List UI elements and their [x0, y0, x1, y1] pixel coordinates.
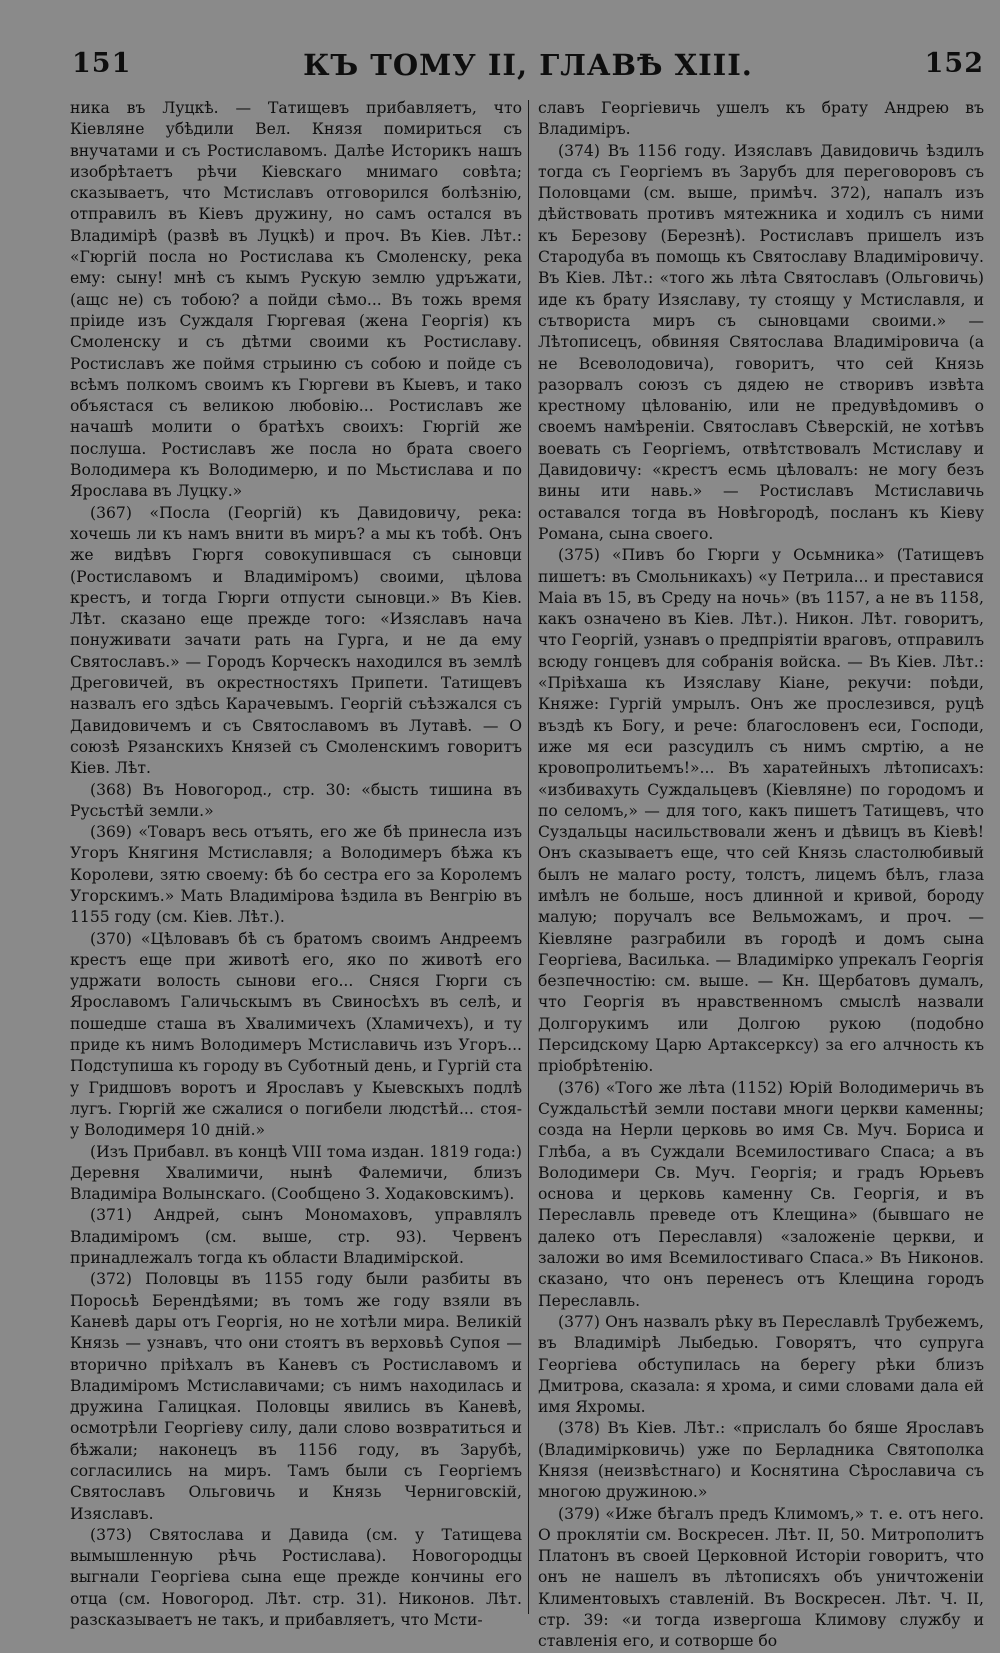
note-372: (372) Половцы въ 1155 году были разбиты въ Поросьѣ Берендѣями; въ томъ же году взяли въ Каневѣ дары отъ Георгія, но не хотѣли мира. Великій Князь — узнавъ, что они стоятъ въ верховьѣ Супоя — вторично пріѣхалъ въ Каневъ съ Ростиславомъ и Владиміромъ Мстиславичами; съ нимъ находилась и дружина Галицкая. Половцы явились въ Каневѣ, осмотрѣли Георгіеву силу, дали слово возвратиться и бѣжали; наконецъ въ 1156 году, въ Зарубѣ, согласились на миръ. Тамъ были съ Георгіемъ Святославъ Ольговичь и Князь Черниговскій, Изяславъ. [70, 1270, 522, 1523]
note-367: (367) «Посла (Георгій) къ Давидовичу, река: хочешь ли къ намъ внити въ миръ? а мы къ тобѣ. Онъ же видѣвъ Гюргя совокупившася съ сыновци (Ростиславомъ и Владиміромъ) своими, цѣлова крестъ, и тогда Гюрги отпусти сыновци.» Въ Кіев. Лѣт. сказано еще прежде того: «Изяславъ нача понуживати зачати рать на Гурга, и не да ему Святославъ.» — Городъ Корческъ находился въ землѣ Дреговичей, въ окрестностяхъ Припети. Татищевъ назвалъ его здѣсь Карачевымъ. Георгій съѣзжался съ Давидовичемъ и съ Святославомъ въ Лутавѣ. — О союзѣ Рязанскихъ Князей съ Смоленскимъ говоритъ Кіев. Лѣт. [70, 503, 522, 778]
column-divider [528, 100, 529, 1614]
note-369: (369) «Товаръ весь отъять, его же бѣ принесла изъ Угоръ Княгиня Мстиславля; а Володимеръ бѣжа къ Королеви, зятю своему: бѣ бо сестра его за Королемъ Угорскимъ.» Мать Владимірова ѣздила въ Венгрію въ 1155 году (см. Кіев. Лѣт.). [70, 823, 522, 927]
running-title: КЪ ТОМУ II, ГЛАВѢ XIII. [303, 48, 753, 82]
note-paragraph: ника въ Луцкѣ. — Татищевъ прибавляетъ, что Кіевляне убѣдили Вел. Князя помириться съ внучатами и съ Ростиславомъ. Далѣе Историкъ нашъ изобрѣтаетъ рѣчи Кіевскаго мнимаго совѣта; сказываетъ, что Мстиславъ отговорился болѣзнію, отправилъ въ Кіевъ дружину, но самъ остался въ Владимірѣ (развѣ въ Луцкѣ) и проч. Въ Кіев. Лѣт.: «Гюргій посла но Ростислава къ Смоленску, река ему: сыну! мнѣ съ кымъ Рускую землю удръжати, (ащс не) съ тобою? а пойди сѣмо... Въ тожь время пріиде изъ Суждаля Гюргевая (жена Георгія) къ Смоленску и съ дѣтми своими къ Ростиславу. Ростиславъ же поймя стрыиню съ собою и пойде съ всѣмъ полкомъ своимъ къ Гюргеви въ Кыевъ, и тако объястася съ великою любовію... Ростиславъ же начашѣ молити о братѣхъ своихъ: Гюргій же послуша. Ростиславъ же посла но брата своего Володимера къ Володимерю, и по Мьстислава и по Ярослава въ Луцку.» [70, 99, 522, 501]
note-paragraph: славъ Георгіевичь ушелъ къ брату Андрею въ Владиміръ. [538, 99, 984, 139]
page-header [72, 48, 984, 98]
note-371: (371) Андрей, сынъ Мономаховъ, управлялъ Владиміромъ (см. выше, стр. 93). Червенъ принадлежалъ тогда къ области Владимірской. [70, 1206, 522, 1268]
page-number-right: 152 [924, 48, 984, 79]
note-370: (370) «Цѣловавъ бѣ съ братомъ своимъ Андреемъ крестъ еще при животѣ его, яко по животѣ его удржати волость сынови его... Сняся Гюрги съ Ярославомъ Галичьскымъ въ Свиносѣхъ въ селѣ, и пошедше сташа въ Хвалимичехъ (Хламичехъ), и ту приде къ нимъ Володимеръ Мстиславичь изъ Угоръ... Подступиша къ городу въ Суботный день, и Гургій ста у Гридшовъ воротъ и Ярославъ у Кыевскыхъ подлѣ лугъ. Гюргій же сжалися о погибели людстѣй... стоя- у Володимеря 10 днiй.» [70, 929, 522, 1140]
note-373: (373) Святослава и Давида (см. у Татищева вымышленную рѣчь Ростислава). Новогородцы выгнали Георгіева сына еще прежде кончины его отца (см. Новогород. Лѣт. стр. 31). Никонов. Лѣт. разсказываетъ не такъ, и прибавляетъ, что Мсти- [70, 1525, 522, 1630]
left-column [70, 98, 522, 1630]
note-377: (377) Онъ назвалъ рѣку въ Переславлѣ Трубежемъ, въ Владимірѣ Лыбедью. Говорятъ, что супруга Георгіева обступилась на берегу рѣки близъ Дмитрова, сказала: я хрома, и сими словами дала ей имя Яхромы. [538, 1312, 984, 1417]
note-376: (376) «Того же лѣта (1152) Юрій Володимеричь въ Суждальстѣй земли постави многи церкви каменны; созда на Нерли церковь во имя Св. Муч. Бориса и Глѣба, а въ Суждали Всемилостиваго Спаса; а въ Володимери Св. Муч. Георгія; и градъ Юрьевъ основа и церковь каменну Св. Георгія, и въ Переславль преведе отъ Клещина» (бывшаго не далеко отъ Переславля) «заложеніе церкви, и заложи во имя Всемилостиваго Спаса.» Въ Никонов. сказано, что онъ перенесъ отъ Клещина городъ Переславль. [538, 1078, 984, 1310]
note-374: (374) Въ 1156 году. Изяславъ Давидовичь ѣздилъ тогда съ Георгіемъ въ Зарубъ для переговоровъ съ Половцами (см. выше, примѣч. 372), напалъ изъ дѣйствовать противъ мятежника и ходилъ съ ними къ Березову (Березнѣ). Ростиславъ пришелъ изъ Стародуба въ помощь къ Святославу Владиміровичу. Въ Кіев. Лѣт.: «того жь лѣта Святославъ (Ольговичь) иде къ брату Изяславу, ту стоящу у Мстиславля, и сътвориста миръ съ сыновцами своими.» — Лѣтописецъ, обвиняя Святослава Владиміровича (а не Всеволодовича), говоритъ, что сей Князь разорвалъ союзъ съ дядею не створивъ извѣта крестному цѣлованію, или не предувѣдомивъ о своемъ намѣреніи. Святославъ Сѣверскій, не хотѣвъ воевать съ Георгіемъ, отвѣтствовалъ Мстиславу и Давидовичу: «крестъ есмь цѣловалъ: не могу безъ вины ити навь.» — Ростиславъ Мстиславичь оставался тогда въ Новѣгородѣ, посланъ къ Кіеву Романа, сына своего. [538, 141, 984, 543]
right-column [538, 98, 984, 1651]
note-378: (378) Въ Кіев. Лѣт.: «прислалъ бо бяше Ярославъ (Владимірковичь) уже по Берладника Святополка Князя (неизвѣстнаго) и Коснятина Сѣрославича съ многою дружиною.» [538, 1419, 984, 1502]
page-number-left: 151 [72, 48, 132, 79]
note-379: (379) «Иже бѣгалъ предъ Климомъ,» т. е. отъ него. О проклятіи см. Воскресен. Лѣт. II, 50. Митрополитъ Платонъ въ своей Церковной Исторіи говоритъ, что онъ не нашелъ въ лѣтописяхъ объ уничтоженіи Климентовыхъ ставленій. Въ Воскресен. Лѣт. Ч. II, стр. 39: «и тогда извергоша Климову службу и ставленія его, и сотворше бо [538, 1504, 984, 1651]
note-375: (375) «Пивъ бо Гюрги у Осьмника» (Татищевъ пишетъ: въ Смольникахъ) «у Петрила... и преставися Маіа въ 15, въ Среду на ночь» (въ 1157, а не въ 1158, какъ означено въ Кіев. Лѣт.). Никон. Лѣт. говоритъ, что Георгій, узнавъ о предпріятіи враговъ, отправилъ всюду гонцевъ для собранія войска. — Въ Кіев. Лѣт.: «Прiѣхаша къ Изяславу Кіане, рекучи: поѣди, Княже: Гургій умрылъ. Онъ же прослезився, руцѣ въздѣ къ Богу, и рече: благословенъ еси, Господи, иже мя еси разсудилъ съ нимъ смртію, а не кровопролитьемъ!»... Въ харатейныхъ лѣтописахъ: «избивахуть Суждальцевъ (Кіевляне) по городомъ и по селомъ,» — для того, какъ пишетъ Татищевъ, что Суздальцы насильствовали женъ и дѣвицъ въ Кіевѣ! Онъ сказываетъ еще, что сей Князь сластолюбивый былъ не малаго росту, толстъ, лицемъ бѣлъ, глаза имѣлъ не больше, носъ длинной и кривой, бороду малую; поручалъ все Вельможамъ, и проч. — Кіевляне разграбили въ городѣ и домъ сына Георгіева, Василька. — Владимірко упрекалъ Георгія безпечностію: см. выше. — Кн. Щербатовъ думалъ, что Георгія въ нравственномъ смыслѣ назвали Долгорукимъ или Долгою рукою (подобно Персидскому Царю Артаксерксу) за его алчность къ пріобрѣтенію. [538, 546, 984, 1076]
note-368: (368) Въ Новогород., стр. 30: «бысть тишина въ Русьстѣй земли.» [70, 780, 522, 820]
note-370-addendum: (Изъ Прибавл. въ концѣ VIII тома издан. 1819 года:) Деревня Хвалимичи, нынѣ Фалемичи, близъ Владиміра Волынскаго. (Сообщено З. Ходаковскимъ). [70, 1142, 522, 1204]
